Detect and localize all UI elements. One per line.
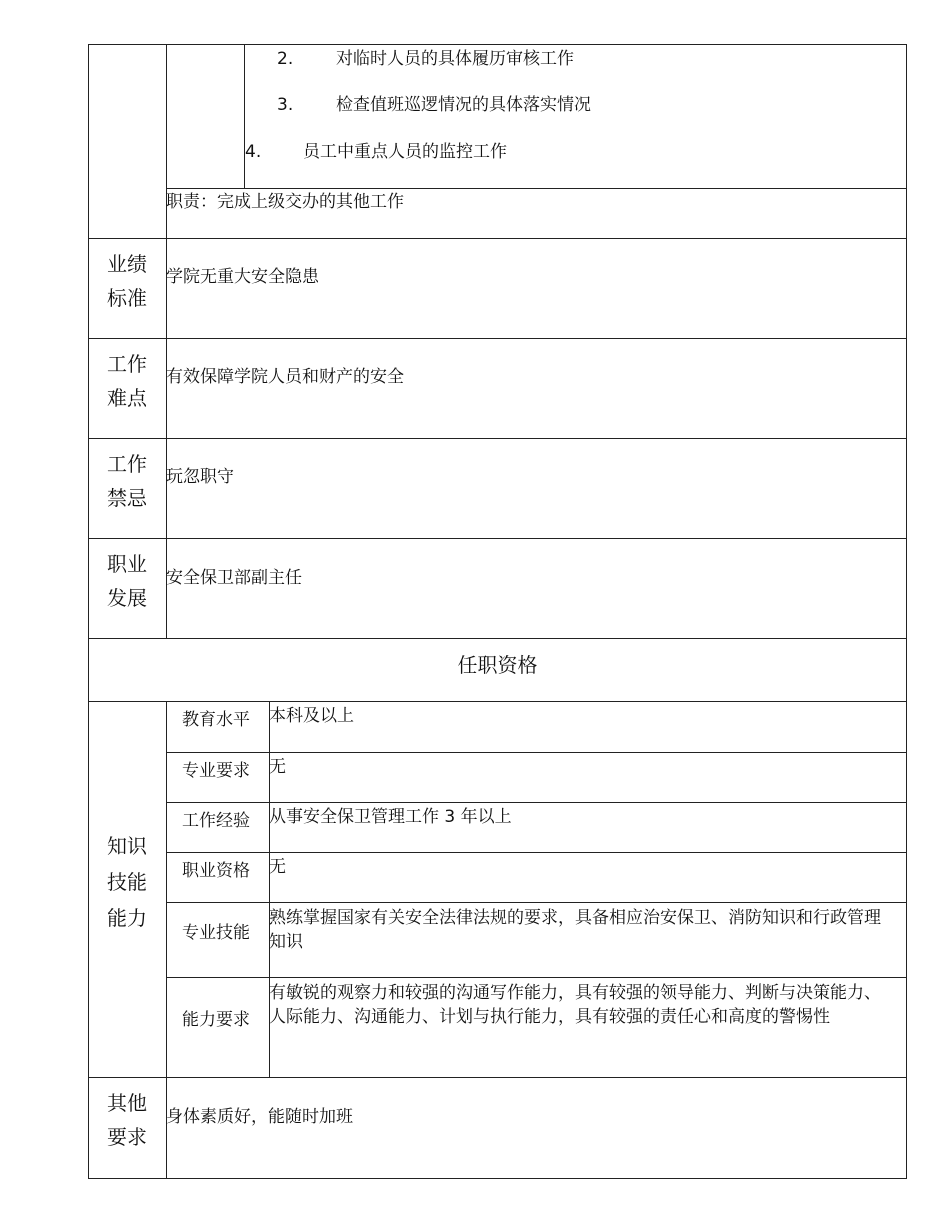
duty-item-text: 对临时人员的具体履历审核工作 [336, 49, 574, 69]
row-divider [166, 188, 907, 189]
row-divider [88, 338, 907, 339]
qual-label: 能力要求 [182, 1010, 250, 1030]
row-divider [88, 438, 907, 439]
row-value: 身体素质好，能随时加班 [166, 1107, 353, 1127]
row-divider [88, 638, 907, 639]
row-label: 工作 难点 [107, 352, 147, 410]
duty-other-text: 职责：完成上级交办的其他工作 [166, 192, 404, 212]
qual-value: 从事安全保卫管理工作 3 年以上 [269, 807, 512, 827]
section-title: 任职资格 [457, 653, 538, 677]
qual-label: 职业资格 [182, 861, 250, 881]
qual-value: 本科及以上 [269, 706, 354, 726]
qual-label: 教育水平 [182, 710, 250, 730]
row-label: 工作 禁忌 [107, 452, 147, 510]
row-divider [166, 852, 907, 853]
qual-value: 无 [269, 757, 286, 777]
duty-item-number: 3. [277, 95, 294, 115]
duty-item-number: 2. [277, 49, 294, 69]
row-label: 职业 发展 [107, 552, 147, 610]
qual-label: 专业技能 [182, 923, 250, 943]
qual-label: 专业要求 [182, 761, 250, 781]
row-divider [166, 977, 907, 978]
row-divider [88, 238, 907, 239]
row-divider [166, 802, 907, 803]
row-divider [88, 701, 907, 702]
row-divider [166, 752, 907, 753]
row-label: 其他 要求 [107, 1091, 147, 1149]
group-label: 知识 技能 能力 [107, 834, 147, 930]
row-value: 学院无重大安全隐患 [166, 267, 319, 287]
col-divider-inner [244, 44, 245, 189]
row-divider [88, 538, 907, 539]
row-value: 玩忽职守 [166, 467, 234, 487]
row-value: 有效保障学院人员和财产的安全 [166, 367, 404, 387]
row-value: 安全保卫部副主任 [166, 568, 302, 588]
row-divider [166, 902, 907, 903]
row-label: 业绩 标准 [107, 252, 147, 310]
qual-value: 熟练掌握国家有关安全法律法规的要求，具备相应治安保卫、消防知识和行政管理知识 [269, 908, 881, 952]
duty-item-text: 检查值班巡逻情况的具体落实情况 [336, 95, 591, 115]
qual-value: 有敏锐的观察力和较强的沟通写作能力，具有较强的领导能力、判断与决策能力、人际能力、沟通能力、计划与执行能力，具有较强的责任心和高度的警惕性 [269, 983, 881, 1027]
duty-item-number: 4. [245, 142, 262, 162]
duty-item-text: 员工中重点人员的监控工作 [303, 142, 507, 162]
row-divider [88, 1077, 907, 1078]
qual-label: 工作经验 [182, 811, 250, 831]
qual-value: 无 [269, 857, 286, 877]
